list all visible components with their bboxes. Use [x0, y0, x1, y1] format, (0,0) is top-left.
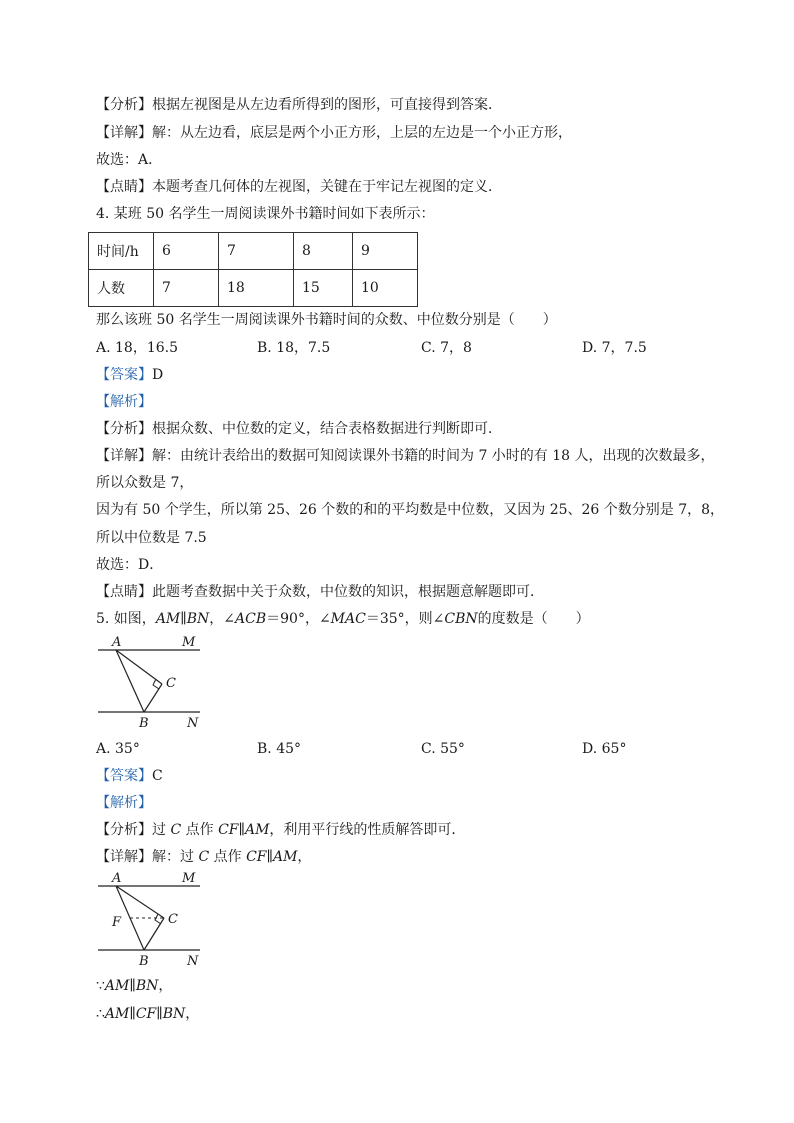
q4-option-b: B. 18，7.5	[257, 340, 331, 356]
q5-detail-part: 解：过	[152, 849, 199, 865]
table-cell: 18	[219, 270, 294, 307]
label-c: C	[168, 912, 178, 927]
q4-option-d: D. 7，7.5	[582, 340, 647, 356]
label-n: N	[187, 954, 199, 969]
q5-detail-line	[96, 848, 311, 866]
q5-stem-part: ，∠	[209, 611, 235, 627]
table-cell: 8	[294, 233, 353, 270]
q5-stem-part: 5. 如图，	[96, 611, 156, 627]
q4-question: 那么该班 50 名学生一周阅读课外书籍时间的众数、中位数分别是（ ）	[96, 312, 557, 328]
segment-ac	[116, 650, 162, 684]
q4-choose-line: 故选：D．	[96, 557, 164, 573]
q5-stem	[96, 610, 590, 628]
segment-cb	[144, 684, 162, 712]
explain-tag: 【解析】	[96, 795, 152, 811]
q5-stem-math: MAC	[330, 611, 366, 627]
label-a: A	[112, 871, 122, 886]
q4-analysis-text: 根据众数、中位数的定义，结合表格数据进行判断即可．	[152, 421, 502, 437]
q4-detail-line	[96, 447, 715, 465]
q5-solution-figure	[92, 870, 212, 970]
label-a: A	[112, 635, 122, 650]
table-row	[89, 270, 418, 307]
label-m: M	[182, 635, 196, 650]
q4-stem: 4. 某班 50 名学生一周阅读课外书籍时间如下表所示：	[96, 206, 435, 222]
q3-detail-text: 解：从左边看，底层是两个小正方形，上层的左边是一个小正方形，	[152, 125, 572, 141]
explain-tag: 【解析】	[96, 394, 152, 410]
table-cell: 6	[154, 233, 219, 270]
segment-ab	[116, 650, 144, 712]
q4-reading-time-table	[88, 232, 418, 307]
q5-because-part: ，	[158, 978, 173, 994]
q5-option-d: D. 65°	[582, 741, 627, 757]
q3-analysis-line	[96, 96, 502, 114]
label-n: N	[187, 716, 199, 731]
q4-comment-text: 此题考查数据中关于众数，中位数的知识，根据题意解题即可．	[152, 584, 544, 600]
q5-therefore-line	[96, 1005, 199, 1023]
q4-explain-tag	[96, 393, 152, 411]
q5-analysis-part: 过	[152, 822, 171, 838]
therefore-symbol: ∴	[96, 1006, 105, 1022]
analysis-tag: 【分析】	[96, 822, 152, 838]
table-cell: 7	[154, 270, 219, 307]
q5-explain-tag	[96, 794, 152, 812]
q5-stem-part: ＝90°，∠	[266, 611, 331, 627]
q5-analysis-line	[96, 821, 465, 839]
segment-cb	[144, 918, 164, 950]
comment-tag: 【点睛】	[96, 584, 152, 600]
q3-comment-text: 本题考查几何体的左视图，关键在于牢记左视图的定义．	[152, 179, 502, 195]
q5-stem-math: AM∥BN	[155, 611, 210, 627]
q4-detail-text-3: 因为有 50 个学生，所以第 25、26 个数的和的平均数是中位数，又因为 25、26 个数分别是 7，8，	[96, 502, 725, 518]
table-cell: 人数	[89, 270, 154, 307]
answer-tag: 【答案】	[96, 367, 152, 383]
q5-stem-part: ＝35°，则∠	[365, 611, 445, 627]
q3-analysis-text: 根据左视图是从左边看所得到的图形，可直接得到答案．	[152, 97, 502, 113]
detail-tag: 【详解】	[96, 849, 152, 865]
detail-tag: 【详解】	[96, 125, 152, 141]
comment-tag: 【点睛】	[96, 179, 152, 195]
q5-detail-math: C	[198, 849, 210, 865]
q5-therefore-part: ，	[185, 1006, 200, 1022]
q4-comment-line	[96, 583, 544, 601]
q3-detail-line	[96, 124, 572, 142]
q5-analysis-part: ，利用平行线的性质解答即可．	[269, 822, 466, 838]
label-c: C	[166, 676, 176, 691]
answer-tag: 【答案】	[96, 768, 152, 784]
table-cell: 9	[353, 233, 418, 270]
q5-analysis-math: CF∥AM	[218, 822, 270, 838]
q5-because-line	[96, 977, 172, 995]
table-row	[89, 233, 418, 270]
q4-answer-line	[96, 366, 163, 384]
q5-option-b: B. 45°	[257, 741, 302, 757]
q5-detail-math: CF∥AM	[246, 849, 298, 865]
analysis-tag: 【分析】	[96, 421, 152, 437]
q4-detail-text-1: 解：由统计表给出的数据可知阅读课外书籍的时间为 7 小时的有 18 人，出现的次数最多，	[152, 448, 715, 464]
q5-answer-line	[96, 767, 163, 785]
q4-analysis-line	[96, 420, 502, 438]
q3-comment-line	[96, 178, 502, 196]
q4-option-c: C. 7，8	[421, 340, 472, 356]
label-m: M	[182, 871, 196, 886]
table-cell: 时间/h	[89, 233, 154, 270]
q4-detail-text-4: 所以中位数是 7.5	[96, 530, 207, 546]
table-cell: 10	[353, 270, 418, 307]
q5-therefore-math: AM∥CF∥BN	[104, 1006, 186, 1022]
q4-option-a: A. 18，16.5	[96, 340, 178, 356]
label-b: B	[139, 954, 149, 969]
q4-answer: D	[152, 367, 164, 383]
q5-detail-part: 点作	[209, 849, 247, 865]
label-b: B	[139, 716, 149, 731]
because-symbol: ∵	[96, 978, 105, 994]
detail-tag: 【详解】	[96, 448, 152, 464]
q5-stem-math: ACB	[235, 611, 267, 627]
q5-option-a: A. 35°	[96, 741, 140, 757]
q3-choose-line: 故选：A．	[96, 152, 163, 168]
analysis-tag: 【分析】	[96, 97, 152, 113]
q5-detail-part: ，	[297, 849, 312, 865]
q5-stem-part: 的度数是（ ）	[477, 611, 590, 627]
q5-analysis-math: C	[170, 822, 182, 838]
q5-answer: C	[152, 768, 163, 784]
q5-stem-math: CBN	[444, 611, 478, 627]
table-cell: 15	[294, 270, 353, 307]
table-cell: 7	[219, 233, 294, 270]
q4-detail-text-2: 所以众数是 7，	[96, 475, 194, 491]
q5-option-c: C. 55°	[421, 741, 465, 757]
q5-because-math: AM∥BN	[104, 978, 159, 994]
q5-analysis-part: 点作	[181, 822, 219, 838]
q5-figure	[92, 632, 212, 732]
label-f: F	[112, 915, 122, 930]
